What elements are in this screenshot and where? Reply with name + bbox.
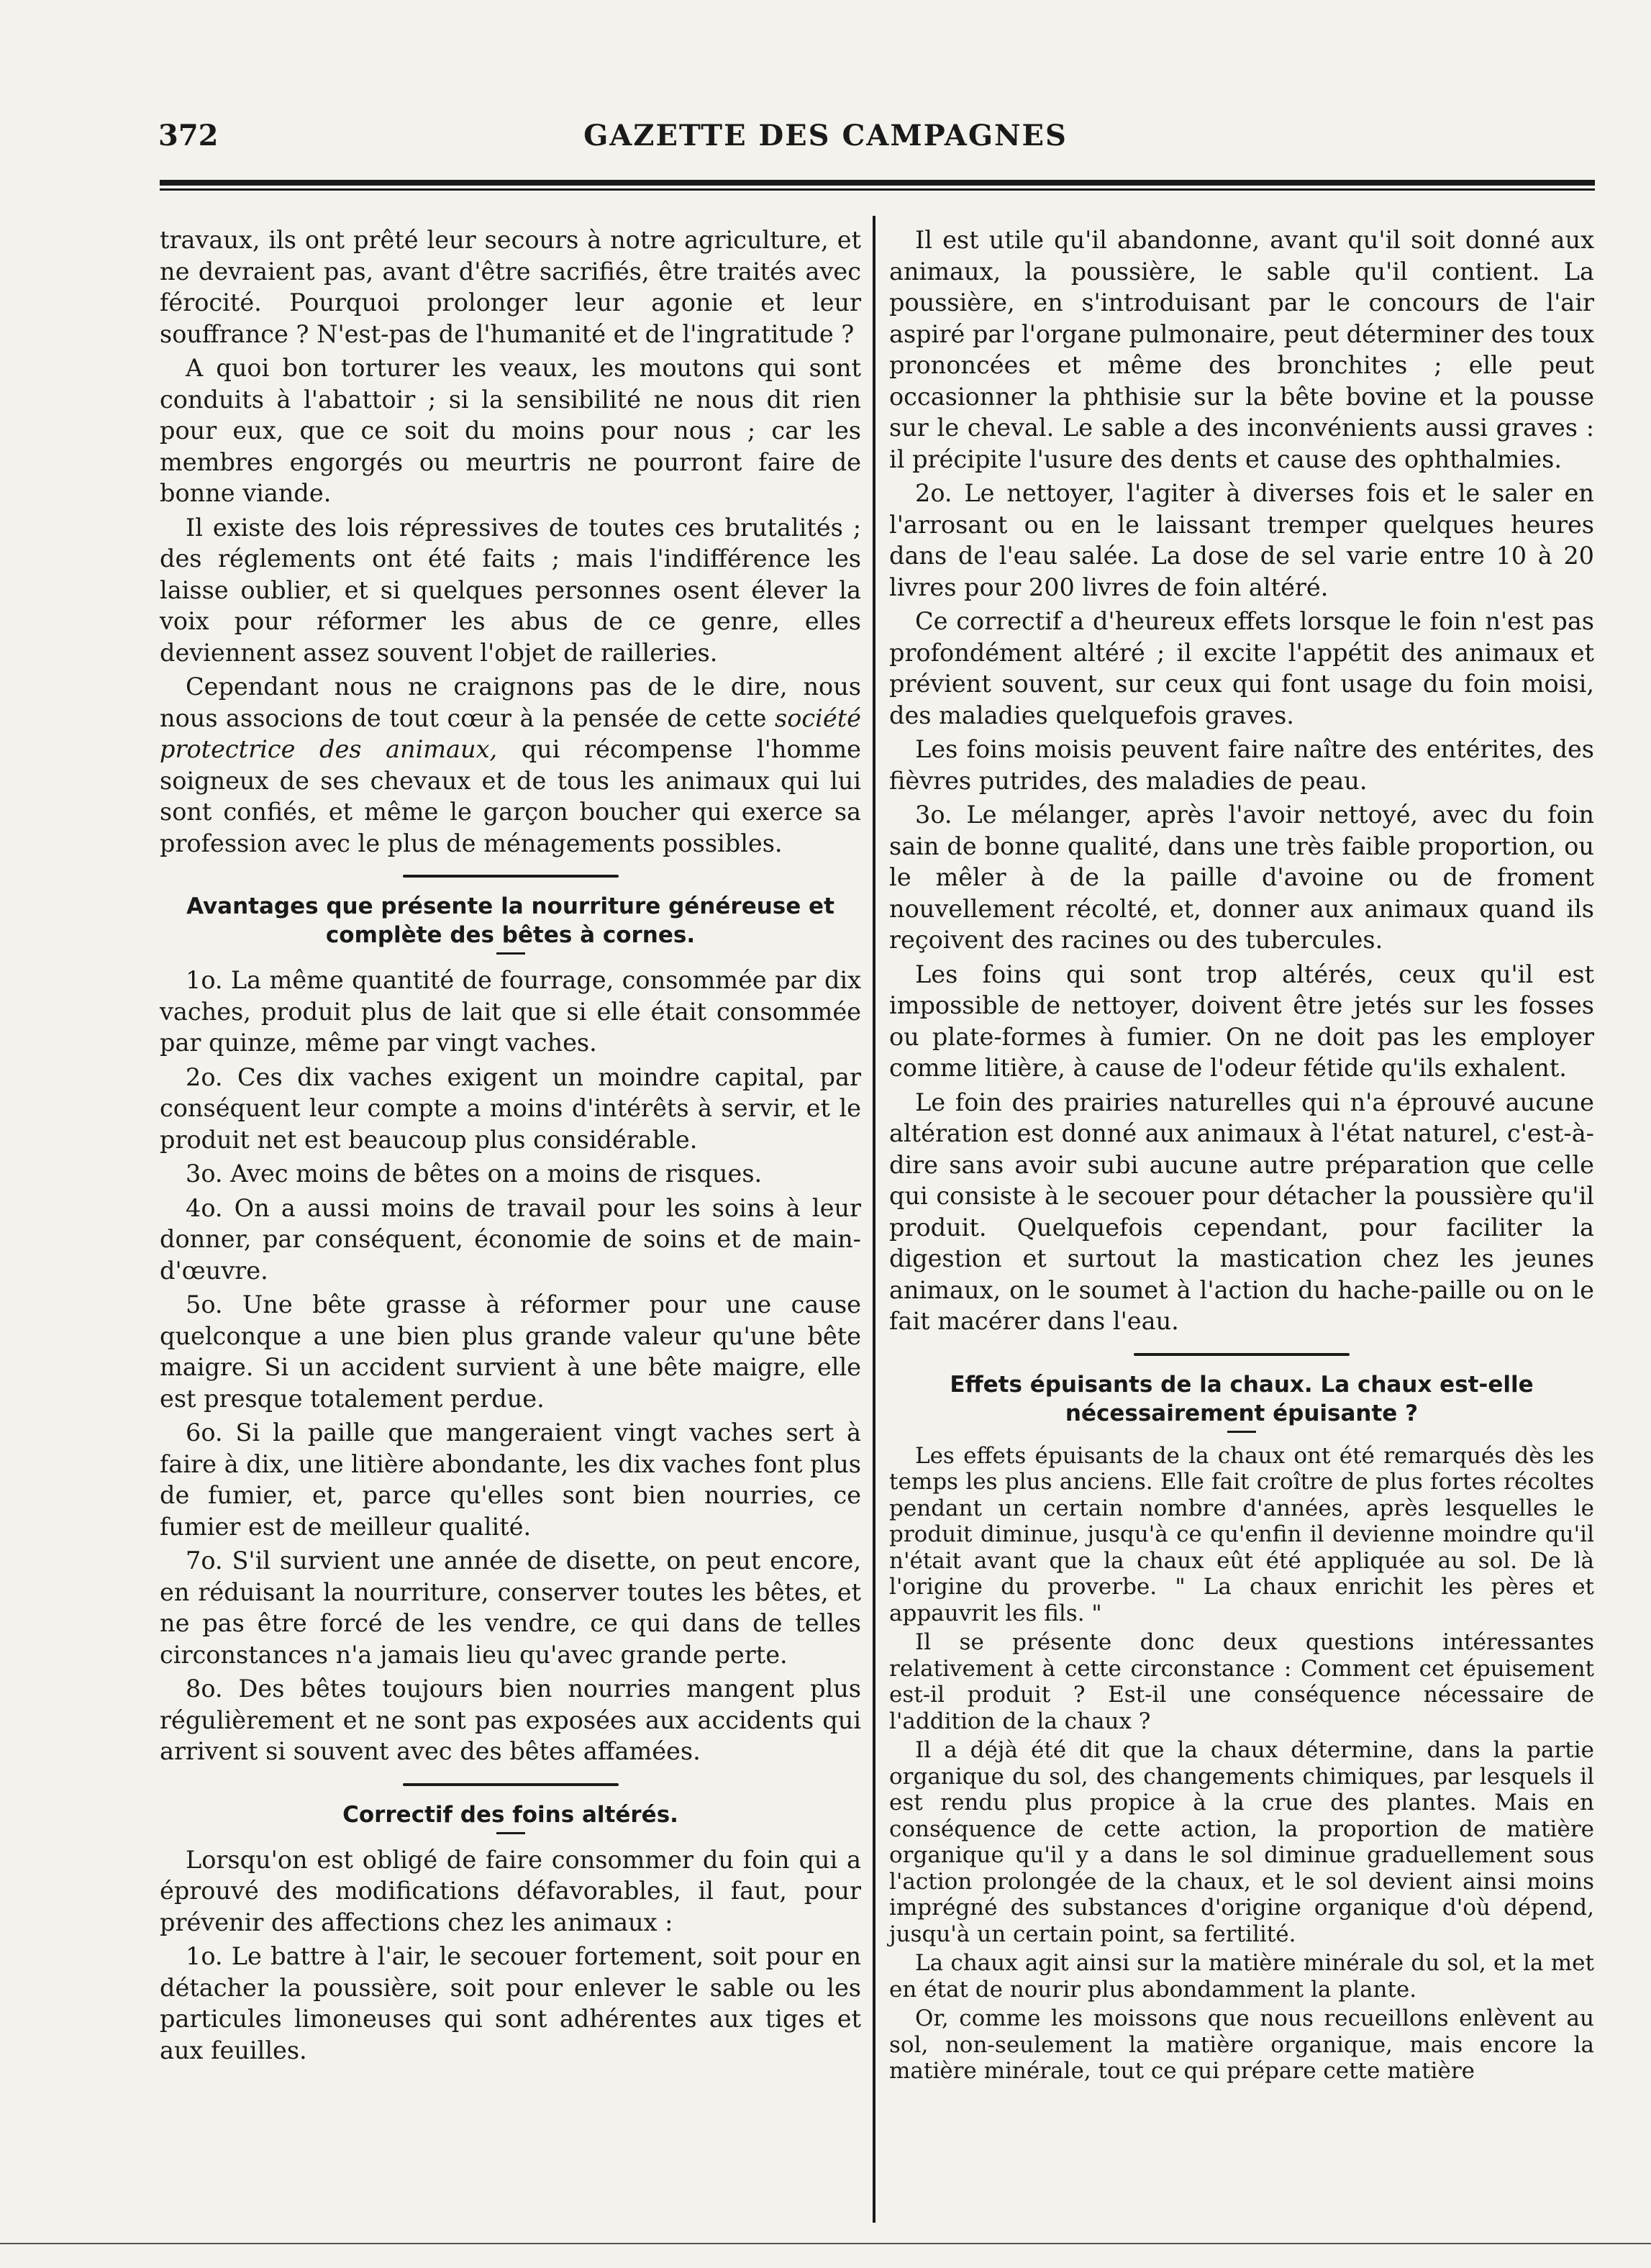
list-item: 8o. Des bêtes toujours bien nourries mangent plus régulièrement et ne sont pas exposées aux accidents qui arrivent si souvent avec des bêtes affamées.: [160, 1675, 861, 1765]
section-title: Effets épuisants de la chaux. La chaux est-elle nécessairement épuisante ?: [950, 1371, 1534, 1426]
section-title: Avantages que présente la nourriture généreuse et complète des bêtes à cornes.: [186, 893, 834, 948]
list-item: 7o. S'il survient une année de disette, on peut encore, en réduisant la nourriture, conserver toutes les bêtes, et ne pas être forcé de les vendre, ce qui dans de telles circonstances n'a jamais lieu qu'avec grande perte.: [160, 1547, 861, 1669]
paragraph: Il existe des lois répressives de toutes ces brutalités ; des réglements ont été faits ; mais l'indifférence les laisse oublier, et si quelques personnes osent élever la voix pour réformer les abus de ce genre, elles deviennent assez souvent l'objet de railleries.: [160, 513, 861, 667]
section-separator: [1134, 1353, 1350, 1356]
list-item: 2o. Le nettoyer, l'agiter à diverses fois et le saler en l'arrosant ou en le laissant tremper quelques heures dans de l'eau salée. La dose de sel varie entre 10 à 20 livres pour 200 livres de foin altéré.: [889, 479, 1594, 601]
paragraph: Ce correctif a d'heureux effets lorsque le foin n'est pas profondément altéré ; il excite l'appétit des animaux et prévient souvent, sur ceux qui font usage du foin moisi, des maladies quelquefois graves.: [889, 607, 1594, 729]
paragraph: Les effets épuisants de la chaux ont été remarqués dès les temps les plus anciens. Elle fait croître de plus fortes récoltes pendant un certain nombre d'années, après lesquelles le produit diminue, jusqu'à ce qu'enfin il devienne moindre qu'il n'était avant que la chaux eût été appliquée au sol. De là l'origine du proverbe. " La chaux enrichit les pères et appauvrit les fils. ": [889, 1442, 1594, 1626]
list-item: 1o. Le battre à l'air, le secouer fortement, soit pour en détacher la poussière, soit pour enlever le sable ou les particules limoneuses qui sont adhérentes aux tiges et aux feuilles.: [160, 1942, 861, 2064]
header-rule: [160, 180, 1595, 186]
page-number: 372: [158, 119, 219, 152]
title-separator: [1227, 1431, 1256, 1433]
paragraph: A quoi bon torturer les veaux, les moutons qui sont conduits à l'abattoir ; si la sensibilité ne nous dit rien pour eux, que ce soit du moins pour nous ; car les membres engorgés ou meurtris ne pourront faire de bonne viande.: [160, 354, 861, 507]
header-rule-thin: [160, 188, 1595, 191]
paragraph: Le foin des prairies naturelles qui n'a éprouvé aucune altération est donné aux animaux à l'état naturel, c'est-à-dire sans avoir subi aucune autre préparation que celle qui consiste à le secouer pour détacher la poussière qu'il produit. Quelquefois cependant, pour faciliter la digestion et surtout la mastication chez les jeunes animaux, on le soumet à l'action du hache-paille ou on le fait macérer dans l'eau.: [889, 1088, 1594, 1335]
paragraph: Il se présente donc deux questions intéressantes relativement à cette circonstance : Comment cet épuisement est-il produit ? Est-il une conséquence nécessaire de l'addition de la chaux ?: [889, 1629, 1594, 1734]
paragraph: Il est utile qu'il abandonne, avant qu'il soit donné aux animaux, la poussière, le sable qu'il contient. La poussière, en s'introduisant par le concours de l'air aspiré par l'organe pulmonaire, peut déterminer des toux prononcées et même des bronchites ; elle peut occasionner la phthisie sur la bête bovine et la pousse sur le cheval. Le sable a des inconvénients aussi graves : il précipite l'usure des dents et cause des ophthalmies.: [889, 226, 1594, 473]
footer-rule: [0, 2243, 1651, 2244]
running-head: GAZETTE DES CAMPAGNES: [583, 119, 1068, 152]
left-column: [160, 224, 861, 2069]
page-header: [0, 119, 1651, 162]
list-item: 5o. Une bête grasse à réformer pour une cause quelconque a une bien plus grande valeur qu'une bête maigre. Si un accident survient à une bête maigre, elle est presque totalement perdue.: [160, 1290, 861, 1413]
list-item: 3o. Avec moins de bêtes on a moins de risques.: [186, 1160, 763, 1188]
title-separator: [496, 1832, 525, 1834]
list-item: 6o. Si la paille que mangeraient vingt vaches sert à faire à dix, une litière abondante, les dix vaches font plus de fumier, et, parce qu'elles sont bien nourries, ce fumier est de meilleur qualité.: [160, 1418, 861, 1541]
paragraph-text: Cependant nous ne craignons pas de le dire, nous nous associons de tout cœur à la pensée de cette: [160, 673, 861, 732]
society-name: société protectrice des animaux,: [160, 703, 861, 763]
list-item: 4o. On a aussi moins de travail pour les soins à leur donner, par conséquent, économie de soins et de main-d'œuvre.: [160, 1193, 861, 1285]
list-item: 2o. Ces dix vaches exigent un moindre capital, par conséquent leur compte a moins d'intérêts à servir, et le produit net est beaucoup plus considérable.: [160, 1062, 861, 1154]
paragraph: La chaux agit ainsi sur la matière minérale du sol, et la met en état de nourir plus abondamment la plante.: [889, 1950, 1594, 2003]
paragraph: travaux, ils ont prêté leur secours à notre agriculture, et ne devraient pas, avant d'être sacrifiés, être traités avec férocité. Pourquoi prolonger leur agonie et leur souffrance ? N'est-pas de l'humanité et de l'ingratitude ?: [160, 226, 861, 348]
section-separator: [403, 1783, 619, 1786]
right-column: [889, 224, 1594, 2087]
paragraph: Or, comme les moissons que nous recueillons enlèvent au sol, non-seulement la matière organique, mais encore la matière minérale, tout ce qui prépare cette matière: [889, 2005, 1594, 2084]
paragraph-text: qui récompense l'homme soigneux de ses chevaux et de tous les animaux qui lui sont confiés, et même le garçon boucher qui exerce sa profession avec le plus de ménagements possibles.: [160, 735, 861, 857]
paragraph: Les foins qui sont trop altérés, ceux qu'il est impossible de nettoyer, doivent être jetés sur les fosses ou plate-formes à fumier. On ne doit pas les employer comme litière, à cause de l'odeur fétide qu'ils exhalent.: [889, 960, 1594, 1082]
paragraph: Il a déjà été dit que la chaux détermine, dans la partie organique du sol, des changements chimiques, par lesquels il est rendu plus propice à la crue des plantes. Mais en conséquence de cette action, la proportion de matière organique qu'il y a dans le sol diminue graduellement sous l'action prolongée de la chaux, et le sol devient ainsi moins imprégné des substances d'origine organique d'où dépend, jusqu'à un certain point, sa fertilité.: [889, 1737, 1594, 1947]
section-separator: [403, 875, 619, 878]
paragraph: Les foins moisis peuvent faire naître des entérites, des fièvres putrides, des maladies de peau.: [889, 735, 1594, 795]
list-item: 1o. La même quantité de fourrage, consommée par dix vaches, produit plus de lait que si elle était consommée par quinze, même par vingt vaches.: [160, 966, 861, 1057]
section-title: Correctif des foins altérés.: [342, 1801, 678, 1828]
title-separator: [496, 952, 525, 955]
list-item: 3o. Le mélanger, après l'avoir nettoyé, avec du foin sain de bonne qualité, dans une très faible proportion, ou le mêler à de la paille d'avoine ou de froment nouvellement récolté, et, donner aux animaux quand ils reçoivent des racines ou des tubercules.: [889, 801, 1594, 954]
column-divider: [873, 216, 875, 2223]
paragraph: Lorsqu'on est obligé de faire consommer du foin qui a éprouvé des modifications défavorables, il faut, pour prévenir des affections chez les animaux :: [160, 1845, 861, 1936]
paragraph: [160, 671, 861, 859]
